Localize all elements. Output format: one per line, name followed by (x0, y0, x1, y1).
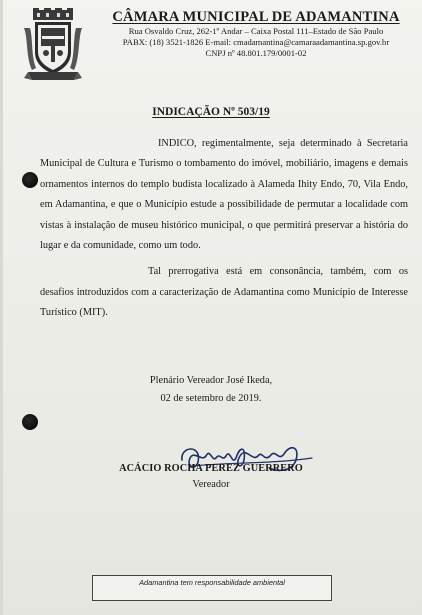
signer-name: ACÁCIO ROCHA PEREZ GUERRERO (119, 463, 303, 474)
place-line: Plenário Vereador José Ikeda, (149, 375, 273, 386)
paragraph-indication: INDICO, regimentalmente, seja determinado à Secretaria Municipal de Cultura e Turismo o tombamento do imóvel, mobiliário, imagens e demais ornamentos internos do templo budista localizado à Alameda Ihity Endo, 70, Vila Endo, em Adamantina, e que o Município estude a possibilidade de permutar a localidade com vistas à instalação de museu histórico municipal, o que permitirá preservar a história do lugar e da comunidade, como um todo. (40, 138, 408, 252)
document-body (40, 134, 408, 324)
footer-note: Adamantina tem responsabilidade ambiental (139, 578, 285, 587)
page-edge (0, 0, 3, 615)
place-and-date (0, 372, 422, 408)
address-line: Rua Osvaldo Cruz, 262-1º Andar – Caixa Postal 111–Estado de São Paulo (128, 26, 384, 36)
document-title: INDICAÇÃO Nº 503/19 (152, 106, 270, 118)
letterhead (96, 8, 416, 59)
punch-hole (22, 414, 38, 430)
cnpj-line: CNPJ nº 48.801.179/0001-02 (205, 48, 307, 58)
signer-block (0, 461, 422, 493)
date-line: 02 de setembro de 2019. (160, 393, 262, 404)
signer-role: Vereador (192, 479, 230, 490)
organization-name: CÂMARA MUNICIPAL DE ADAMANTINA (112, 9, 400, 25)
punch-hole (22, 172, 38, 188)
footer-box (92, 575, 332, 601)
contact-line: PABX: (18) 3521-1826 E-mail: cmadamantina@camaraadamantina.sp.gov.br (122, 37, 390, 47)
city-coat-of-arms-icon (22, 8, 84, 84)
paragraph-justification: Tal prerrogativa está em consonância, também, com os desafios introduzidos com a caracterização de Adamantina como Município de Interesse Turístico (MIT). (40, 266, 408, 319)
